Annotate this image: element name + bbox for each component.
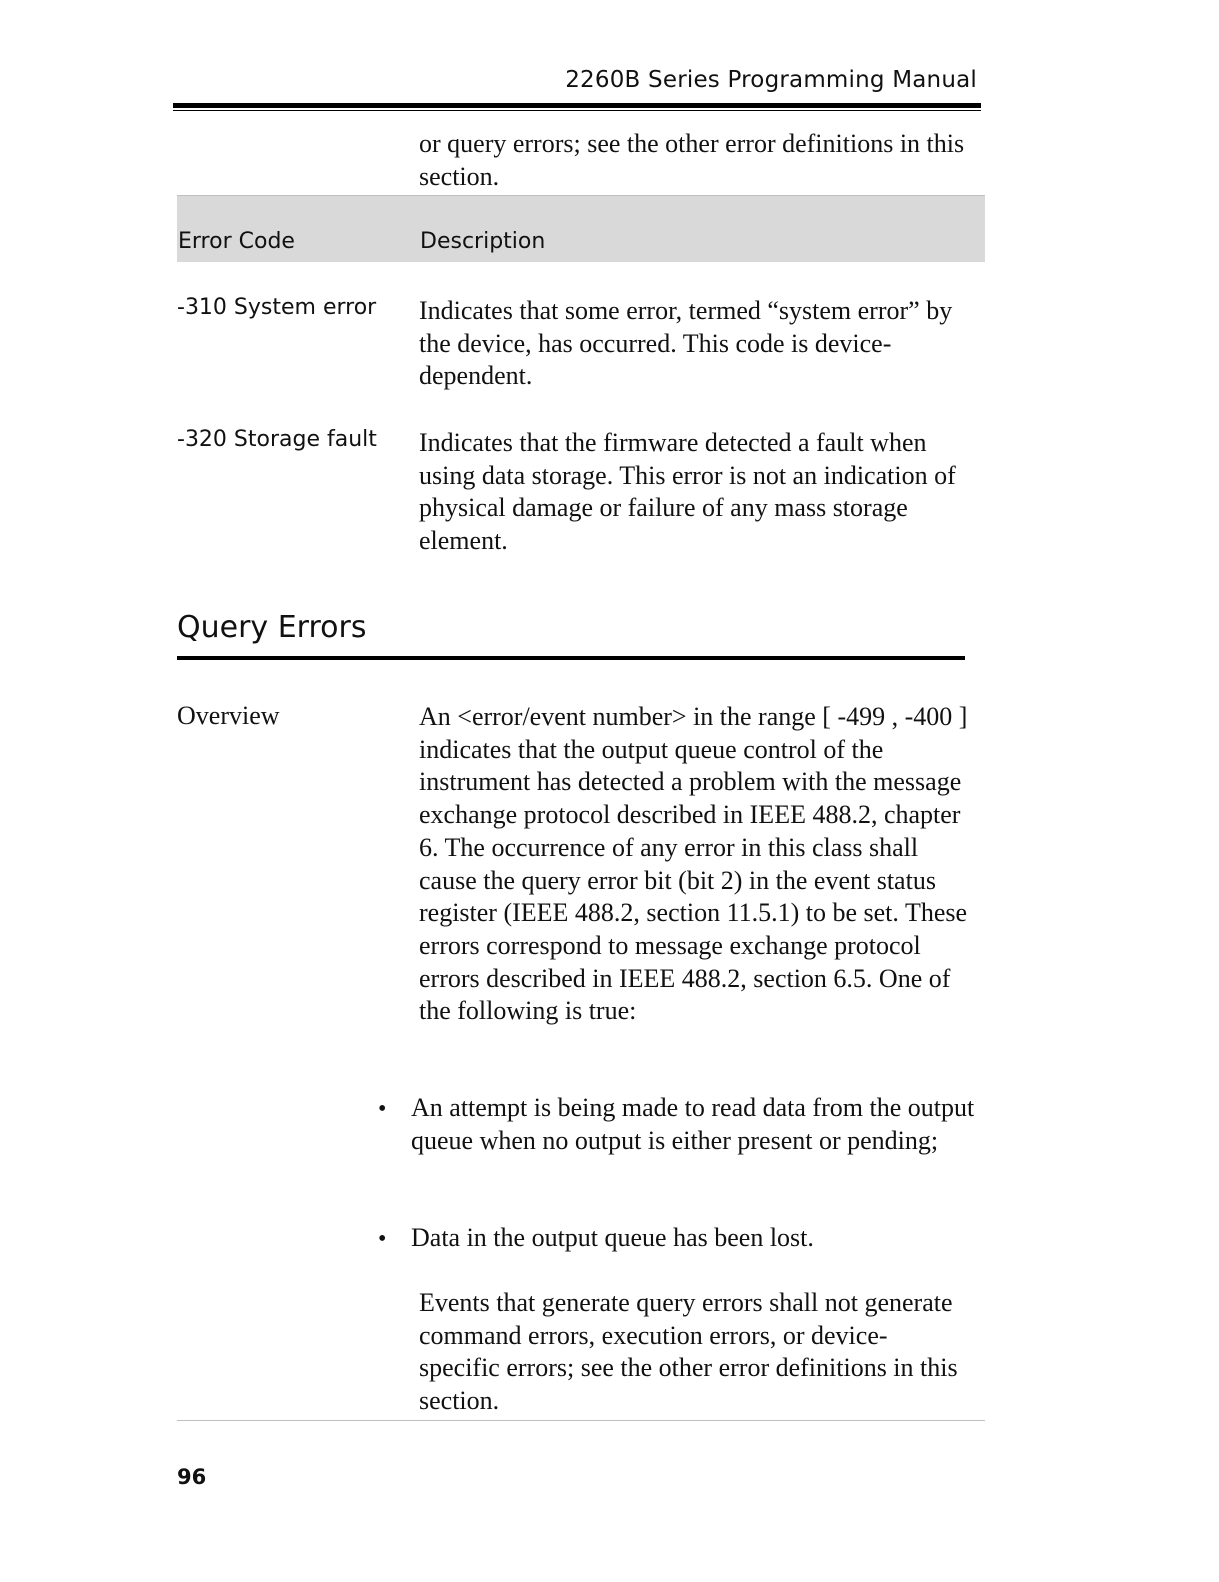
error-code-320: -320 Storage fault [177, 427, 377, 452]
header-rule-thin [173, 110, 981, 111]
closing-text: Events that generate query errors shall not generate command errors, execution errors, or device-specific errors; see the other error definitions in this section. [419, 1288, 958, 1416]
section-title-rule [177, 656, 965, 660]
column-header-error-code: Error Code [178, 229, 295, 254]
table-header [177, 196, 985, 262]
header-rule-thick [173, 103, 981, 108]
running-header-title: 2260B Series Programming Manual [565, 67, 977, 93]
overview-label: Overview [177, 701, 280, 730]
bottom-divider [177, 1420, 985, 1421]
bullet-item-2: Data in the output queue has been lost. [411, 1223, 814, 1252]
continuation-text: or query errors; see the other error definitions in this section. [419, 129, 965, 191]
overview-text: An <error/event number> in the range [ -499 , -400 ] indicates that the output queue control of the instrument has detected a problem with the message exchange protocol described in IEEE 488.2, chapter 6. The occurrence of any error in this class shall cause the query error bit (bit 2) in the event status register (IEEE 488.2, section 11.5.1) to be set. These errors correspond to message exchange protocol errors described in IEEE 488.2, section 6.5. One of the following is true: [419, 702, 968, 1026]
page-number: 96 [177, 1465, 207, 1489]
error-description-310: Indicates that some error, termed “system error” by the device, has occurred. This code is device-dependent. [419, 296, 953, 391]
bullet-marker: • [378, 1096, 387, 1122]
section-title: Query Errors [177, 610, 367, 645]
error-description-320: Indicates that the firmware detected a fault when using data storage. This error is not an indication of physical damage or failure of any mass storage element. [419, 428, 956, 556]
error-code-310: -310 System error [177, 295, 377, 320]
bullet-item-1: An attempt is being made to read data from the output queue when no output is either present or pending; [411, 1093, 975, 1155]
bullet-marker: • [378, 1226, 387, 1252]
column-header-description: Description [420, 229, 546, 254]
